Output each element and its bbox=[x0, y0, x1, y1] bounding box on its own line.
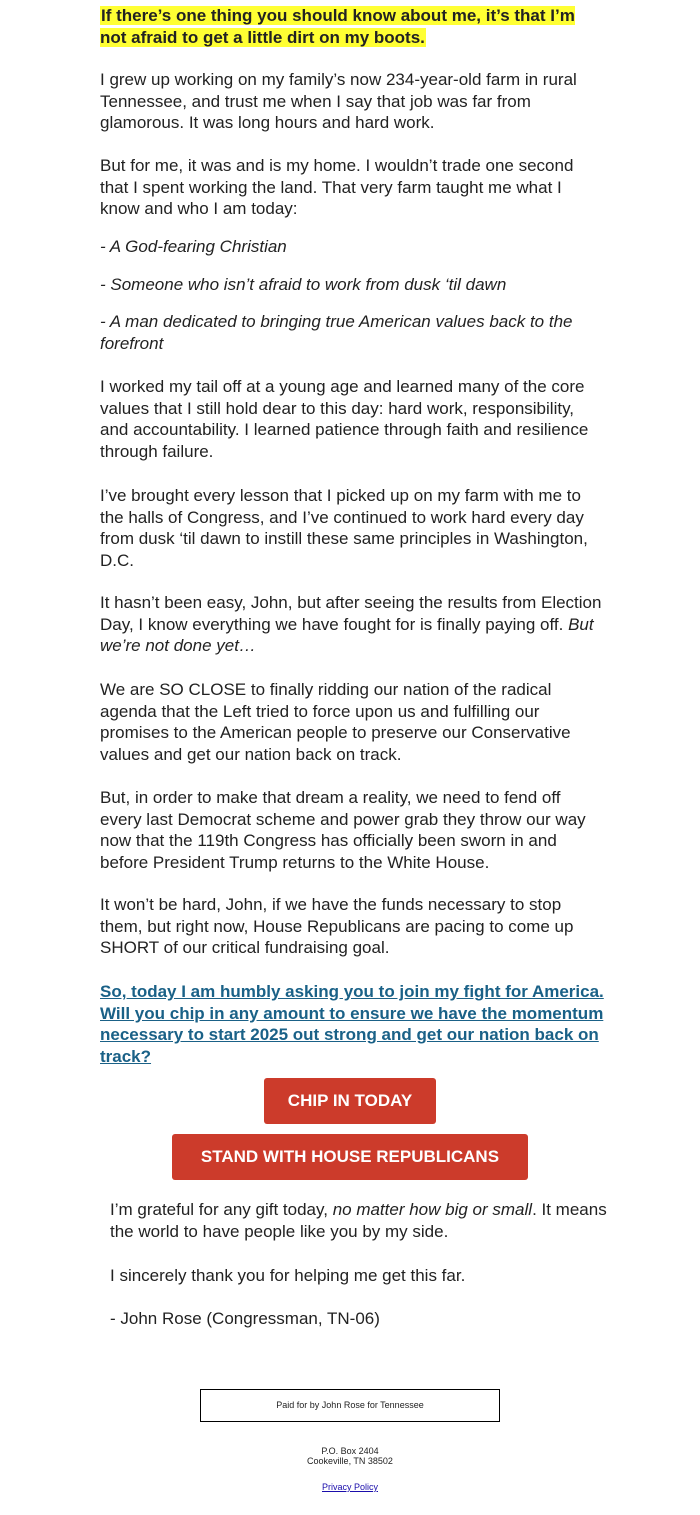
paid-for-disclaimer: Paid for by John Rose for Tennessee bbox=[200, 1389, 500, 1422]
paragraph-2-text: But for me, it was and is my home. I wouldn’t trade one second that I spent working the land. That very farm taught me what I know and who I am today: bbox=[100, 156, 574, 219]
list-item-text: - A God-fearing Christian bbox=[100, 237, 287, 256]
stand-with-house-republicans-button[interactable]: STAND WITH HOUSE REPUBLICANS bbox=[172, 1134, 528, 1180]
closing-paragraph-1 bbox=[110, 1199, 610, 1242]
list-item-dusk-til-dawn bbox=[100, 274, 605, 296]
closing-text-emphasis: no matter how big or small bbox=[332, 1200, 533, 1219]
footer-city: Cookeville, TN 38502 bbox=[307, 1456, 393, 1466]
closing-thanks-text: I sincerely thank you for helping me get this far. bbox=[110, 1266, 466, 1285]
list-item-text: - Someone who isn’t afraid to work from dusk ‘til dawn bbox=[100, 275, 507, 294]
closing-text-end: . It means the world to have people like you by my side. bbox=[110, 1200, 607, 1241]
paragraph-7 bbox=[100, 787, 605, 874]
paragraph-1-text: I grew up working on my family’s now 234-year-old farm in rural Tennessee, and trust me when I say that job was far from glamorous. It was long hours and hard work. bbox=[100, 70, 577, 133]
signature bbox=[110, 1308, 610, 1330]
headline bbox=[100, 5, 605, 48]
list-item-text: - A man dedicated to bringing true American values back to the forefront bbox=[100, 312, 573, 353]
chip-in-cta-link[interactable]: So, today I am humbly asking you to join my fight for America. Will you chip in any amount to ensure we have the momentum necessary to start 2025 out strong and get our nation back on track? bbox=[100, 982, 604, 1067]
paragraph-5-text bbox=[100, 592, 605, 657]
paragraph-6-text: We are SO CLOSE to finally ridding our nation of the radical agenda that the Left tried to force upon us and fulfilling our promises to the American people to preserve our Conservative values and get our nation back on track. bbox=[100, 680, 571, 765]
paragraph-3 bbox=[100, 376, 605, 463]
closing-text-start: I’m grateful for any gift today, bbox=[110, 1200, 333, 1219]
paragraph-8-text: It won’t be hard, John, if we have the funds necessary to stop them, but right now, House Republicans are pacing to come up SHORT of our critical fundraising goal. bbox=[100, 895, 574, 958]
paragraph-8 bbox=[100, 894, 605, 959]
list-item-christian bbox=[100, 236, 605, 258]
privacy-policy-link[interactable]: Privacy Policy bbox=[321, 1482, 378, 1492]
paragraph-4 bbox=[100, 485, 605, 572]
chip-in-today-button[interactable]: CHIP IN TODAY bbox=[264, 1078, 436, 1124]
paragraph-1 bbox=[100, 69, 605, 134]
paragraph-4-text: I’ve brought every lesson that I picked up on my farm with me to the halls of Congress, and I’ve continued to work hard every day from dusk ‘til dawn to instill these same principles in Washington, D.C. bbox=[100, 486, 588, 571]
paragraph-5 bbox=[100, 592, 605, 657]
list-item-american-values bbox=[100, 311, 605, 354]
paragraph-5-emphasis: But we’re not done yet… bbox=[100, 614, 594, 656]
closing-text bbox=[110, 1199, 610, 1242]
paragraph-7-text: But, in order to make that dream a reality, we need to fend off every last Democrat scheme and power grab they throw our way now that the 119th Congress has officially been sworn in and before President Trump returns to the White House. bbox=[100, 788, 586, 873]
paragraph-6 bbox=[100, 679, 605, 766]
paragraph-3-text: I worked my tail off at a young age and learned many of the core values that I still hold dear to this day: hard work, responsibility, and accountability. I learned patience through faith and resilience through failure. bbox=[100, 377, 589, 462]
paragraph-2 bbox=[100, 155, 605, 220]
headline-text: If there’s one thing you should know about me, it’s that I’m not afraid to get a little dirt on my boots. bbox=[100, 6, 575, 47]
closing-paragraph-2 bbox=[110, 1265, 610, 1287]
footer-privacy bbox=[0, 1482, 700, 1492]
cta-paragraph bbox=[100, 981, 605, 1068]
paragraph-5-main: It hasn’t been easy, John, but after seeing the results from Election Day, I know everything we have fought for is finally paying off. bbox=[100, 593, 602, 634]
signature-text: - John Rose (Congressman, TN-06) bbox=[110, 1309, 380, 1328]
footer-po-box: P.O. Box 2404 bbox=[321, 1446, 379, 1456]
